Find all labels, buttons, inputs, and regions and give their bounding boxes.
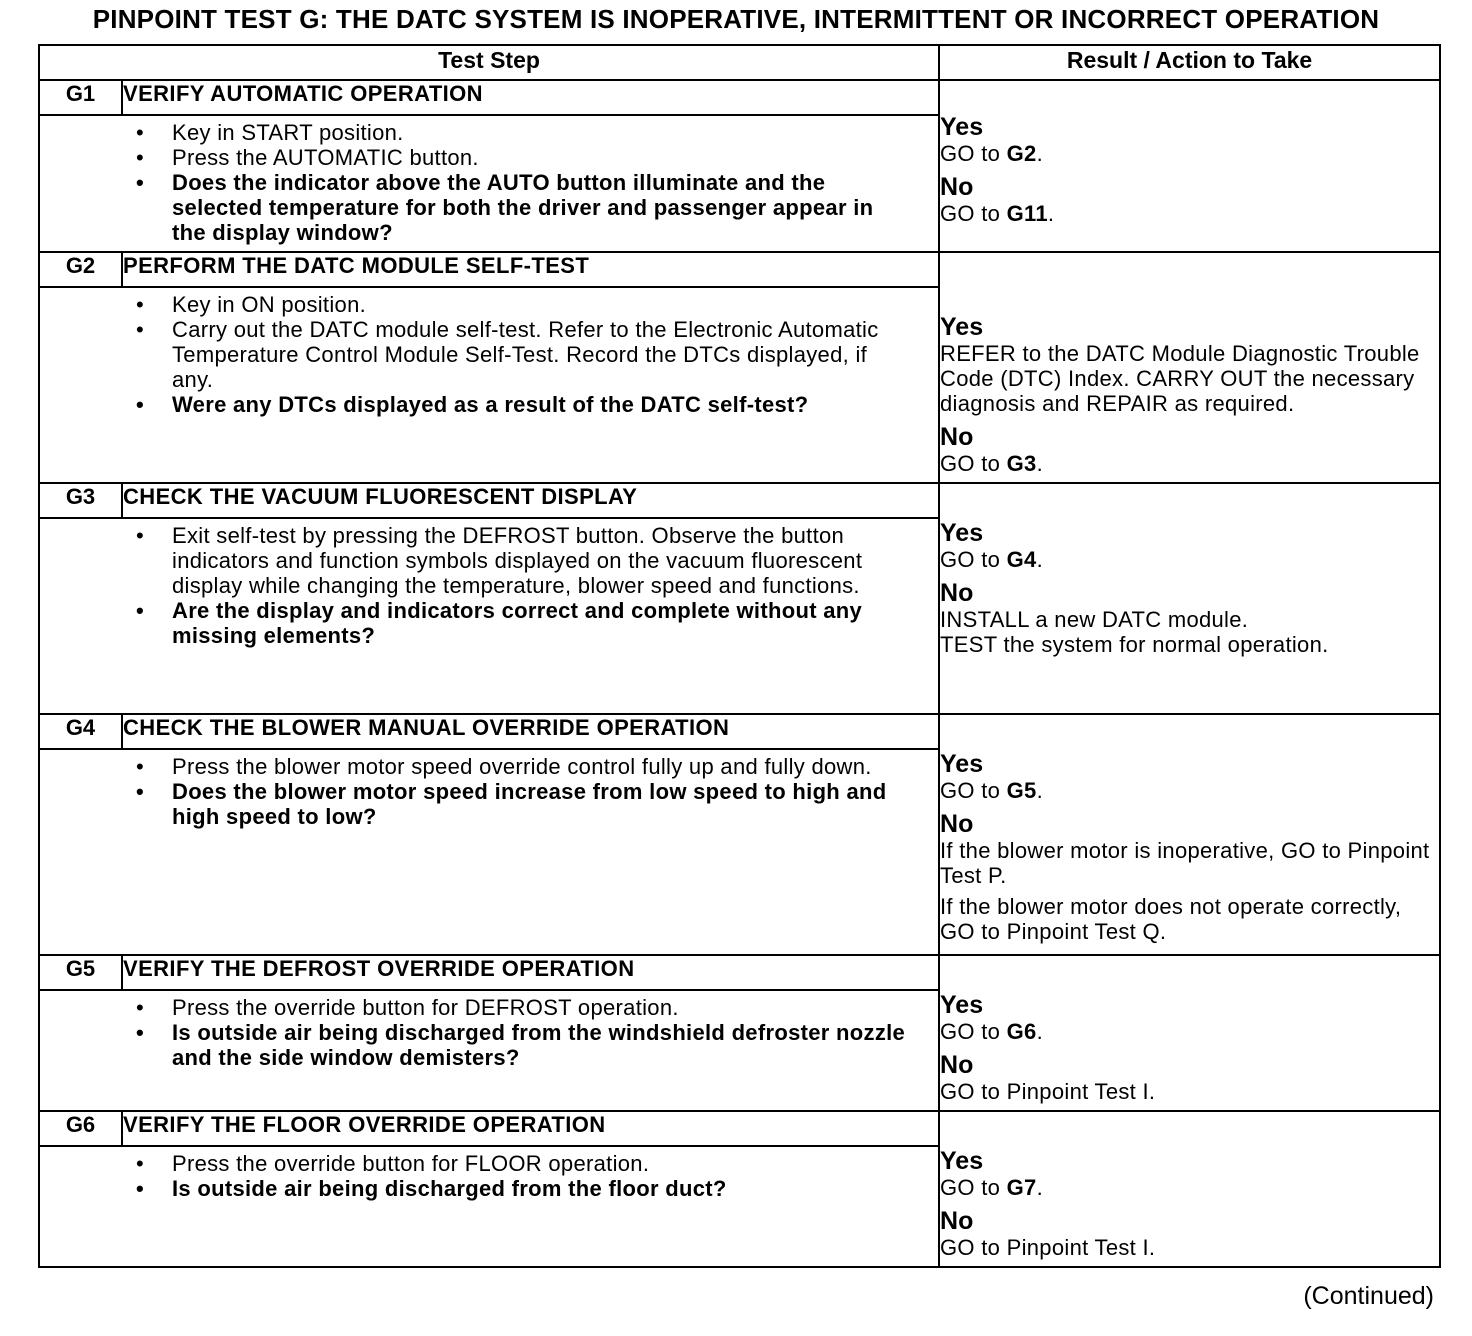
- result-no-label: No: [940, 579, 974, 607]
- step-id: G3: [39, 483, 122, 518]
- result-yes-action: REFER to the DATC Module Diagnostic Trouble Code (DTC) Index. CARRY OUT the necessary diagnosis and REPAIR as required.: [940, 341, 1420, 416]
- step-title: VERIFY THE DEFROST OVERRIDE OPERATION: [122, 955, 939, 990]
- result-yes-label: Yes: [940, 991, 984, 1019]
- step-title: VERIFY AUTOMATIC OPERATION: [122, 80, 939, 115]
- result-yes-label: Yes: [940, 519, 984, 547]
- step-instructions: [39, 990, 939, 1111]
- header-result-action: Result / Action to Take: [939, 45, 1440, 80]
- table-header-row: [39, 45, 1440, 80]
- step-instructions: [39, 287, 939, 483]
- step-bullet: • Exit self-test by pressing the DEFROST button. Observe the button indicators and function symbols displayed on the vacuum fluorescent display while changing the temperature, blower speed and functions.: [136, 523, 863, 598]
- result-no-action-1: If the blower motor is inoperative, GO to Pinpoint Test P.: [940, 838, 1430, 888]
- step-title: CHECK THE BLOWER MANUAL OVERRIDE OPERATION: [122, 714, 939, 749]
- result-no-action: GO to G3.: [940, 451, 1043, 476]
- step-result: [939, 1111, 1440, 1267]
- pinpoint-test-table: [38, 44, 1441, 1268]
- step-instructions: [39, 115, 939, 252]
- step-bullet: • Carry out the DATC module self-test. Refer to the Electronic Automatic Temperature Control Module Self-Test. Record the DTCs displayed, if any.: [136, 317, 879, 392]
- step-g4-title-row: [39, 714, 1440, 749]
- result-no-action: GO to G11.: [940, 201, 1055, 226]
- step-bullet: • Key in ON position.: [136, 292, 367, 317]
- continued-label: (Continued): [1303, 1282, 1434, 1310]
- result-no-action-1: INSTALL a new DATC module.: [940, 607, 1249, 632]
- step-bullet: • Press the override button for DEFROST operation.: [136, 995, 679, 1020]
- result-no-label: No: [940, 1051, 974, 1079]
- step-g1-title-row: [39, 80, 1440, 115]
- step-id: G2: [39, 252, 122, 287]
- step-g3-title-row: [39, 483, 1440, 518]
- result-no-action-2: If the blower motor does not operate correctly, GO to Pinpoint Test Q.: [940, 894, 1402, 944]
- step-id: G5: [39, 955, 122, 990]
- result-yes-label: Yes: [940, 313, 984, 341]
- step-result: [939, 252, 1440, 483]
- result-no-label: No: [940, 423, 974, 451]
- page-title: PINPOINT TEST G: THE DATC SYSTEM IS INOPERATIVE, INTERMITTENT OR INCORRECT OPERATION: [92, 4, 1380, 34]
- step-title: PERFORM THE DATC MODULE SELF-TEST: [122, 252, 939, 287]
- result-no-action-2: TEST the system for normal operation.: [940, 632, 1329, 657]
- step-bullet: • Press the override button for FLOOR operation.: [136, 1151, 650, 1176]
- result-yes-action: GO to G5.: [940, 778, 1043, 803]
- step-instructions: [39, 1146, 939, 1267]
- result-yes-action: GO to G2.: [940, 141, 1043, 166]
- step-question: • Does the blower motor speed increase from low speed to high and high speed to low?: [136, 779, 887, 829]
- result-no-label: No: [940, 173, 974, 201]
- result-no-label: No: [940, 1207, 974, 1235]
- step-question: • Does the indicator above the AUTO button illuminate and the selected temperature for both the driver and passenger appear in the display window?: [136, 170, 874, 245]
- step-title: VERIFY THE FLOOR OVERRIDE OPERATION: [122, 1111, 939, 1146]
- step-result: [939, 483, 1440, 714]
- step-g5-title-row: [39, 955, 1440, 990]
- result-yes-label: Yes: [940, 113, 984, 141]
- step-bullet: • Key in START position.: [136, 120, 404, 145]
- step-bullet: • Press the blower motor speed override control fully up and fully down.: [136, 754, 872, 779]
- result-yes-action: GO to G4.: [940, 547, 1043, 572]
- result-yes-action: GO to G7.: [940, 1175, 1043, 1200]
- step-question: • Is outside air being discharged from the floor duct?: [136, 1176, 727, 1201]
- step-question: • Were any DTCs displayed as a result of the DATC self-test?: [136, 392, 809, 417]
- step-instructions: [39, 518, 939, 714]
- result-no-action: GO to Pinpoint Test I.: [940, 1235, 1156, 1260]
- step-g6-title-row: [39, 1111, 1440, 1146]
- step-question: • Is outside air being discharged from the windshield defroster nozzle and the side window demisters?: [136, 1020, 906, 1070]
- step-g2-title-row: [39, 252, 1440, 287]
- step-instructions: [39, 749, 939, 955]
- step-title: CHECK THE VACUUM FLUORESCENT DISPLAY: [122, 483, 939, 518]
- header-test-step: Test Step: [39, 45, 939, 80]
- result-no-label: No: [940, 810, 974, 838]
- step-question: • Are the display and indicators correct and complete without any missing elements?: [136, 598, 863, 648]
- result-no-action: GO to Pinpoint Test I.: [940, 1079, 1156, 1104]
- step-id: G6: [39, 1111, 122, 1146]
- result-yes-label: Yes: [940, 1147, 984, 1175]
- step-result: [939, 714, 1440, 955]
- result-yes-action: GO to G6.: [940, 1019, 1043, 1044]
- step-id: G1: [39, 80, 122, 115]
- result-yes-label: Yes: [940, 750, 984, 778]
- step-result: [939, 80, 1440, 252]
- step-bullet: • Press the AUTOMATIC button.: [136, 145, 479, 170]
- step-id: G4: [39, 714, 122, 749]
- step-result: [939, 955, 1440, 1111]
